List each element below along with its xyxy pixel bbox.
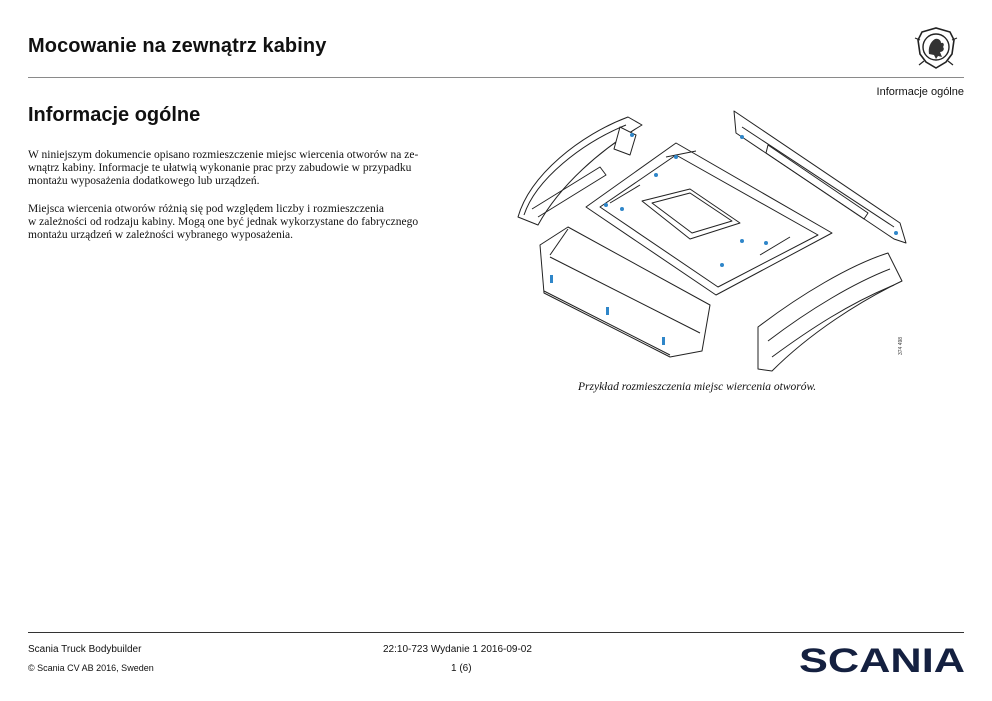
- cab-roof-exploded-illustration: [510, 105, 920, 377]
- footer-divider: [28, 632, 964, 633]
- paragraph-line: W niniejszym dokumencie opisano rozmieszczenie miejsc wiercenia otworów na ze-: [28, 149, 419, 161]
- footer-publisher: Scania Truck Bodybuilder: [28, 644, 142, 655]
- footer-page-number: 1 (6): [451, 663, 472, 674]
- scania-wordmark-logo: [798, 645, 966, 675]
- footer-copyright: © Scania CV AB 2016, Sweden: [28, 663, 154, 673]
- wordmark-text: SCANIA: [799, 645, 965, 675]
- figure-id: 374 498: [898, 336, 904, 355]
- variation-paragraph: [28, 203, 473, 242]
- figure-caption: Przykład rozmieszczenia miejsc wiercenia otworów.: [578, 381, 817, 393]
- paragraph-line: wnątrz kabiny. Informacje te ułatwią wykonanie prac przy zabudowie w przypadku: [28, 162, 412, 174]
- document-title: Mocowanie na zewnątrz kabiny: [28, 35, 327, 57]
- paragraph-line: Miejsca wiercenia otworów różnią się pod względem liczby i rozmieszczenia: [28, 203, 385, 215]
- section-heading: Informacje ogólne: [28, 104, 201, 126]
- intro-paragraph: [28, 149, 473, 188]
- paragraph-line: montażu urządzeń w zależności wybranego wyposażenia.: [28, 229, 294, 241]
- scania-griffin-icon: [912, 26, 960, 70]
- paragraph-line: w zależności od rodzaju kabiny. Mogą one być jednak wykorzystane do fabrycznego: [28, 216, 419, 228]
- section-tag: Informacje ogólne: [876, 86, 964, 98]
- right-side-panel: [758, 253, 902, 371]
- footer-doc-ref: 22:10-723 Wydanie 1 2016-09-02: [383, 644, 532, 655]
- header-divider: [28, 77, 964, 78]
- paragraph-line: montażu wyposażenia dodatkowego lub urządzeń.: [28, 175, 260, 187]
